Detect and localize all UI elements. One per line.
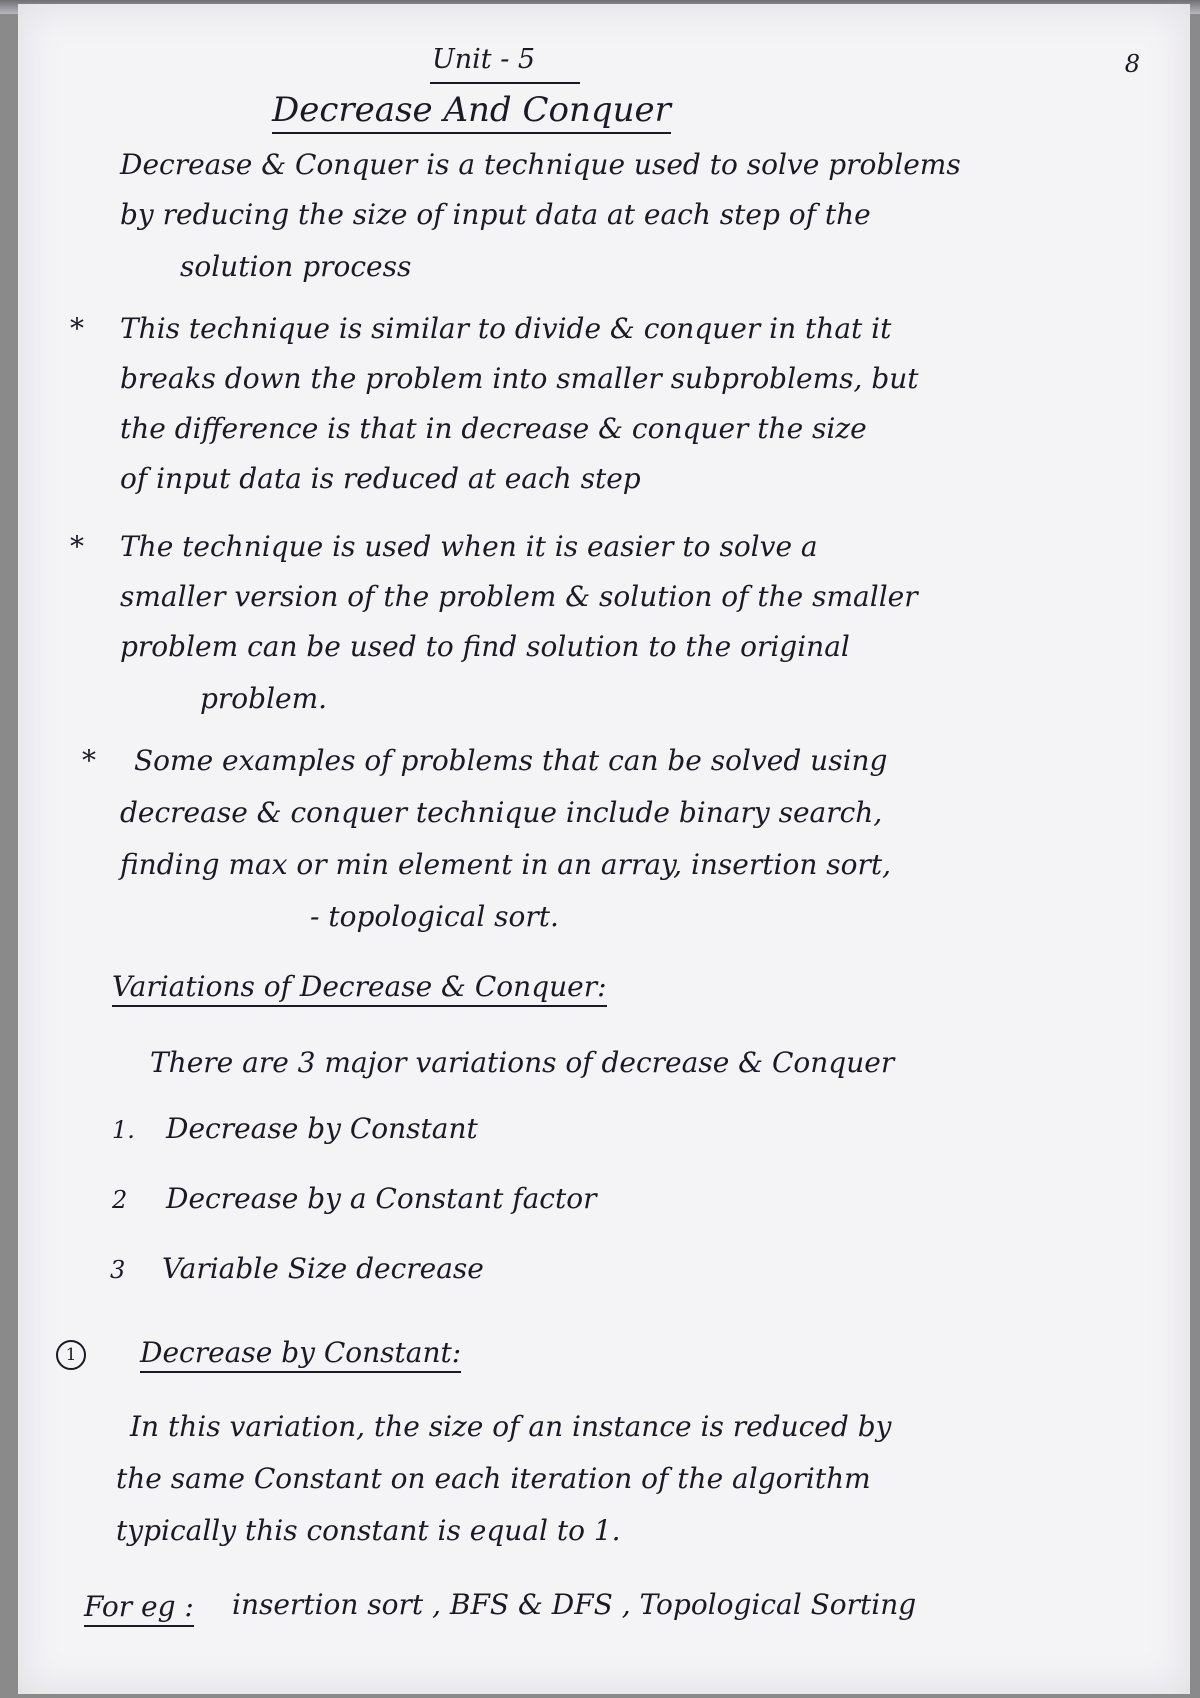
- bullet-line: - topological sort.: [310, 900, 559, 933]
- variations-intro: There are 3 major variations of decrease & Conquer: [150, 1046, 895, 1079]
- bullet-line: problem.: [200, 682, 328, 715]
- variations-heading: Variations of Decrease & Conquer:: [112, 970, 607, 1007]
- section-line: typically this constant is equal to 1.: [116, 1514, 621, 1547]
- variation-item: Decrease by a Constant factor: [166, 1182, 597, 1215]
- bullet-line: finding max or min element in an array, insertion sort,: [120, 848, 892, 881]
- bullet-line: smaller version of the problem & solution of the smaller: [120, 580, 918, 613]
- bullet-line: problem can be used to find solution to the original: [120, 630, 850, 663]
- variation-number: 3: [110, 1256, 126, 1284]
- page-title: Decrease And Conquer: [272, 90, 671, 134]
- section-line: the same Constant on each iteration of the algorithm: [116, 1462, 871, 1495]
- variation-number: 2: [112, 1186, 128, 1214]
- bullet-marker: *: [82, 744, 96, 777]
- bullet-line: of input data is reduced at each step: [120, 462, 641, 495]
- bullet-marker: *: [70, 312, 84, 345]
- bullet-line: Some examples of problems that can be solved using: [134, 744, 888, 777]
- unit-underline: [430, 82, 580, 84]
- example-label: [84, 1590, 194, 1623]
- bullet-line: the difference is that in decrease & conquer the size: [120, 412, 867, 445]
- bullet-line: decrease & conquer technique include binary search,: [120, 796, 883, 829]
- section-heading-text: Decrease by Constant:: [140, 1336, 461, 1373]
- section-line: In this variation, the size of an instance is reduced by: [130, 1410, 892, 1443]
- page-number: 8: [1124, 50, 1140, 78]
- bullet-line: breaks down the problem into smaller subproblems, but: [120, 362, 919, 395]
- variation-number: 1.: [112, 1116, 135, 1144]
- intro-line: by reducing the size of input data at each step of the: [120, 198, 871, 231]
- example-label-text: For eg :: [84, 1590, 194, 1627]
- bullet-line: The technique is used when it is easier to solve a: [120, 530, 818, 563]
- variation-item: Variable Size decrease: [162, 1252, 484, 1285]
- intro-line: solution process: [180, 250, 412, 283]
- unit-label: Unit - 5: [432, 44, 536, 75]
- section-heading: [140, 1336, 461, 1369]
- section-number-circle: 1: [56, 1340, 86, 1370]
- example-text: insertion sort , BFS & DFS , Topological Sorting: [232, 1588, 917, 1621]
- bullet-line: This technique is similar to divide & conquer in that it: [120, 312, 892, 345]
- intro-line: Decrease & Conquer is a technique used to solve problems: [120, 148, 961, 181]
- variation-item: Decrease by Constant: [166, 1112, 478, 1145]
- bullet-marker: *: [70, 530, 84, 563]
